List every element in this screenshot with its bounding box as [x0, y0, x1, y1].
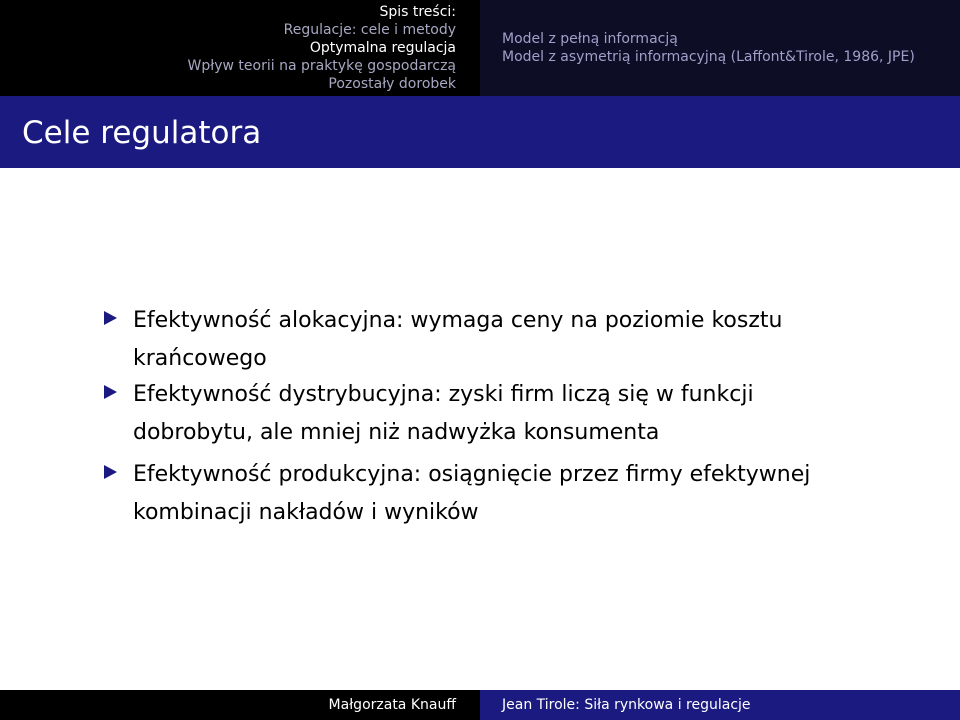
footer-title-box — [480, 690, 960, 720]
subsection-navigation — [480, 0, 960, 96]
section-navigation — [0, 0, 480, 96]
frame-title: Cele regulatora — [22, 115, 262, 151]
nav-subsection-pelna-informacja[interactable]: Model z pełną informacją — [502, 31, 678, 47]
nav-section-regulacje[interactable]: Regulacje: cele i metody — [283, 22, 456, 38]
triangle-bullet-icon — [104, 385, 117, 399]
header-navigation — [0, 0, 960, 96]
nav-section-pozostaly-dorobek[interactable]: Pozostały dorobek — [328, 76, 456, 92]
nav-section-optymalna-regulacja[interactable]: Optymalna regulacja — [309, 40, 456, 56]
frame-title-bar — [0, 96, 960, 168]
slide-content — [0, 168, 960, 690]
triangle-bullet-icon — [104, 465, 117, 479]
triangle-bullet-icon — [104, 311, 117, 325]
footer — [0, 690, 960, 720]
toc-heading[interactable]: Spis treści: — [379, 4, 456, 20]
bullet-text: Efektywność dystrybucyjna: zyski firm liczą się w funkcji dobrobytu, ale mniej niż nadwyżka konsumenta — [133, 382, 754, 445]
nav-section-wplyw-teorii[interactable]: Wpływ teorii na praktykę gospodarczą — [187, 58, 456, 74]
footer-author: Małgorzata Knauff — [328, 697, 456, 713]
bullet-text: Efektywność produkcyjna: osiągnięcie przez firmy efektywnej kombinacji nakładów i wyników — [133, 462, 811, 525]
footer-author-box — [0, 690, 480, 720]
bullet-text: Efektywność alokacyjna: wymaga ceny na poziomie kosztu krańcowego — [133, 308, 783, 371]
nav-subsection-asymetria-informacyjna[interactable]: Model z asymetrią informacyjną (Laffont&Tirole, 1986, JPE) — [502, 49, 915, 65]
footer-talk-title: Jean Tirole: Siła rynkowa i regulacje — [502, 697, 751, 713]
